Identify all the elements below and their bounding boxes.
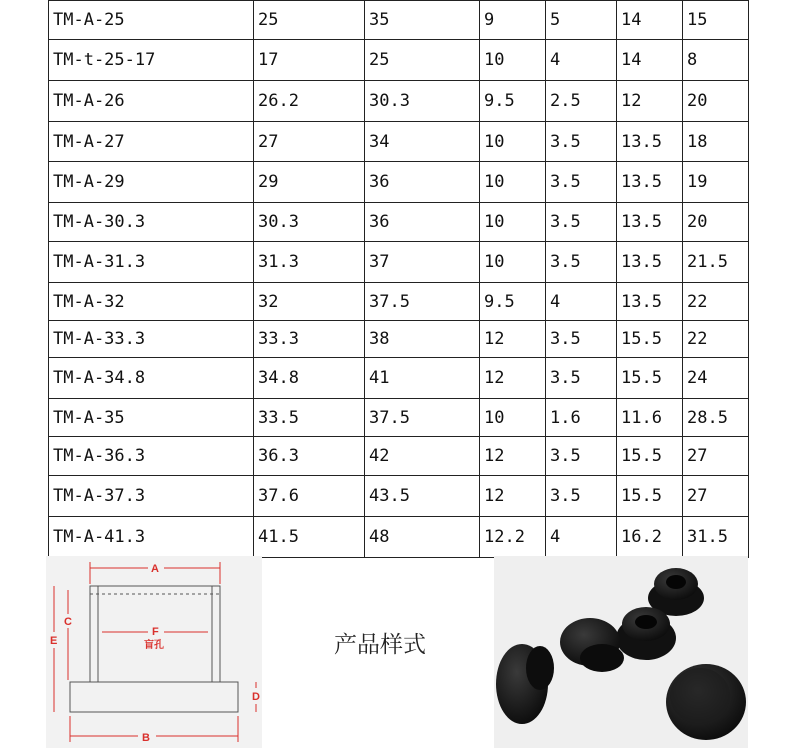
cell-dim-d: 3.5	[546, 358, 617, 399]
cell-dim-d: 4	[546, 283, 617, 321]
cell-dim-e: 13.5	[617, 122, 683, 162]
table-row	[49, 283, 749, 321]
plug-bottom-right	[666, 664, 746, 740]
table-row	[49, 517, 749, 558]
cell-dim-b: 30.3	[365, 81, 480, 122]
cell-dim-c: 10	[480, 162, 546, 203]
label-d: D	[252, 691, 260, 703]
table-row	[49, 40, 749, 81]
cell-model: TM-A-26	[49, 81, 254, 122]
cell-model: TM-A-29	[49, 162, 254, 203]
cell-model: TM-A-41.3	[49, 517, 254, 558]
plug-left	[496, 644, 554, 724]
cell-dim-e: 11.6	[617, 399, 683, 437]
cell-dim-b: 48	[365, 517, 480, 558]
cell-dim-f: 24	[683, 358, 749, 399]
cell-dim-a: 41.5	[254, 517, 365, 558]
cell-model: TM-A-27	[49, 122, 254, 162]
cell-dim-f: 19	[683, 162, 749, 203]
cell-dim-f: 20	[683, 203, 749, 242]
cell-dim-d: 2.5	[546, 81, 617, 122]
cell-dim-e: 13.5	[617, 203, 683, 242]
cell-dim-e: 13.5	[617, 242, 683, 283]
label-a: A	[151, 563, 159, 575]
cell-dim-f: 22	[683, 283, 749, 321]
cell-dim-b: 35	[365, 1, 480, 40]
product-photo	[494, 556, 748, 748]
cell-model: TM-A-35	[49, 399, 254, 437]
cell-dim-b: 37.5	[365, 283, 480, 321]
table-row	[49, 358, 749, 399]
cell-dim-f: 15	[683, 1, 749, 40]
cell-dim-b: 36	[365, 162, 480, 203]
table-row	[49, 81, 749, 122]
cell-dim-c: 10	[480, 203, 546, 242]
table-row	[49, 242, 749, 283]
spec-table	[48, 0, 749, 558]
cell-dim-b: 25	[365, 40, 480, 81]
product-style-caption: 产品样式	[334, 632, 426, 658]
table-row	[49, 162, 749, 203]
cell-dim-d: 3.5	[546, 122, 617, 162]
plug-head	[70, 682, 238, 712]
cell-dim-c: 12	[480, 476, 546, 517]
dimension-diagram-svg	[46, 556, 262, 748]
label-blind-hole: 盲孔	[144, 640, 164, 651]
cell-dim-d: 3.5	[546, 203, 617, 242]
cell-dim-a: 34.8	[254, 358, 365, 399]
cell-dim-f: 21.5	[683, 242, 749, 283]
cell-dim-a: 37.6	[254, 476, 365, 517]
table-row	[49, 476, 749, 517]
cell-dim-b: 42	[365, 437, 480, 476]
cell-dim-c: 10	[480, 242, 546, 283]
cell-dim-f: 27	[683, 437, 749, 476]
cell-dim-b: 43.5	[365, 476, 480, 517]
cell-model: TM-A-34.8	[49, 358, 254, 399]
cell-dim-b: 41	[365, 358, 480, 399]
table-row	[49, 399, 749, 437]
cell-dim-a: 29	[254, 162, 365, 203]
cell-dim-b: 38	[365, 321, 480, 358]
plug-center	[560, 618, 624, 672]
cell-dim-c: 12	[480, 358, 546, 399]
cell-dim-f: 27	[683, 476, 749, 517]
table-row	[49, 321, 749, 358]
cell-dim-e: 15.5	[617, 476, 683, 517]
cell-dim-a: 33.5	[254, 399, 365, 437]
cell-model: TM-A-33.3	[49, 321, 254, 358]
cell-dim-c: 9.5	[480, 283, 546, 321]
cell-dim-a: 27	[254, 122, 365, 162]
cell-model: TM-A-36.3	[49, 437, 254, 476]
cell-model: TM-A-30.3	[49, 203, 254, 242]
product-photo-svg	[494, 556, 748, 748]
cell-dim-d: 1.6	[546, 399, 617, 437]
cell-dim-a: 36.3	[254, 437, 365, 476]
table-row	[49, 203, 749, 242]
label-c: C	[64, 616, 72, 628]
cell-dim-e: 16.2	[617, 517, 683, 558]
cell-dim-e: 15.5	[617, 321, 683, 358]
cell-dim-b: 34	[365, 122, 480, 162]
cell-dim-d: 4	[546, 40, 617, 81]
table-row	[49, 1, 749, 40]
cell-model: TM-A-25	[49, 1, 254, 40]
cell-model: TM-A-32	[49, 283, 254, 321]
table-row	[49, 122, 749, 162]
cell-dim-b: 37.5	[365, 399, 480, 437]
cell-dim-e: 12	[617, 81, 683, 122]
cell-dim-c: 12.2	[480, 517, 546, 558]
cell-model: TM-t-25-17	[49, 40, 254, 81]
cell-dim-d: 4	[546, 517, 617, 558]
cell-dim-d: 3.5	[546, 476, 617, 517]
cell-dim-e: 15.5	[617, 358, 683, 399]
cell-dim-e: 13.5	[617, 162, 683, 203]
cell-dim-a: 32	[254, 283, 365, 321]
cell-dim-d: 3.5	[546, 321, 617, 358]
cell-dim-f: 31.5	[683, 517, 749, 558]
cell-dim-e: 13.5	[617, 283, 683, 321]
cell-dim-f: 8	[683, 40, 749, 81]
cell-dim-c: 9	[480, 1, 546, 40]
cell-dim-a: 25	[254, 1, 365, 40]
cell-dim-c: 12	[480, 437, 546, 476]
cell-dim-c: 12	[480, 321, 546, 358]
label-f: F	[152, 626, 159, 638]
cell-dim-a: 26.2	[254, 81, 365, 122]
cell-dim-e: 14	[617, 1, 683, 40]
cell-dim-e: 14	[617, 40, 683, 81]
cell-dim-f: 28.5	[683, 399, 749, 437]
cell-dim-e: 15.5	[617, 437, 683, 476]
dimension-diagram	[46, 556, 262, 748]
cell-dim-a: 33.3	[254, 321, 365, 358]
cell-dim-d: 3.5	[546, 437, 617, 476]
cell-dim-d: 3.5	[546, 162, 617, 203]
cell-dim-b: 36	[365, 203, 480, 242]
cell-dim-a: 30.3	[254, 203, 365, 242]
cell-model: TM-A-31.3	[49, 242, 254, 283]
cell-dim-a: 17	[254, 40, 365, 81]
cell-dim-c: 10	[480, 122, 546, 162]
cell-dim-c: 10	[480, 399, 546, 437]
cell-dim-a: 31.3	[254, 242, 365, 283]
cell-dim-d: 3.5	[546, 242, 617, 283]
cell-dim-c: 9.5	[480, 81, 546, 122]
cell-dim-c: 10	[480, 40, 546, 81]
label-e: E	[50, 635, 58, 647]
label-b: B	[142, 732, 150, 744]
cell-dim-b: 37	[365, 242, 480, 283]
cell-dim-f: 18	[683, 122, 749, 162]
cell-dim-f: 22	[683, 321, 749, 358]
cell-dim-f: 20	[683, 81, 749, 122]
cell-model: TM-A-37.3	[49, 476, 254, 517]
table-row	[49, 437, 749, 476]
cell-dim-d: 5	[546, 1, 617, 40]
spec-table-body	[49, 1, 749, 558]
